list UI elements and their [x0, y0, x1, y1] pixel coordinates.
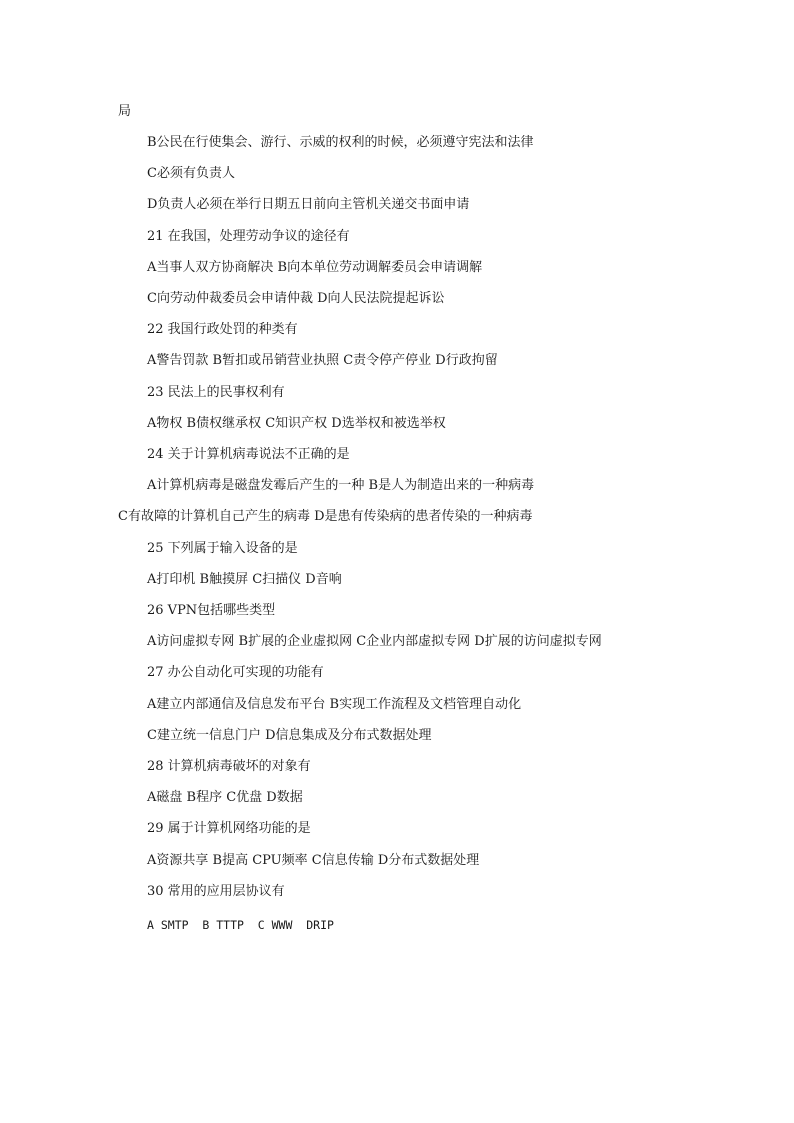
text-line: 局 — [118, 104, 132, 119]
question-heading: 22 我国行政处罚的种类有 — [147, 322, 298, 337]
answer-options: A计算机病毒是磁盘发霉后产生的一种 B是人为制造出来的一种病毒 — [147, 478, 535, 493]
question-heading: 29 属于计算机网络功能的是 — [147, 821, 311, 836]
question-heading: 26 VPN包括哪些类型 — [147, 603, 276, 618]
question-heading: 24 关于计算机病毒说法不正确的是 — [147, 447, 350, 462]
question-heading: 30 常用的应用层协议有 — [147, 884, 285, 899]
question-heading: 21 在我国，处理劳动争议的途径有 — [147, 229, 350, 244]
answer-options: C建立统一信息门户 D信息集成及分布式数据处理 — [147, 728, 432, 743]
answer-options: A建立内部通信及信息发布平台 B实现工作流程及文档管理自动化 — [147, 697, 522, 712]
question-heading: 23 民法上的民事权利有 — [147, 385, 285, 400]
answer-options: A磁盘 B程序 C优盘 D数据 — [147, 790, 303, 805]
text-line: B公民在行使集会、游行、示威的权利的时候，必须遵守宪法和法律 — [147, 135, 534, 150]
text-line: C必须有负责人 — [147, 166, 235, 181]
answer-options: A当事人双方协商解决 B向本单位劳动调解委员会申请调解 — [147, 260, 483, 275]
question-heading: 27 办公自动化可实现的功能有 — [147, 665, 324, 680]
answer-options: A物权 B债权继承权 C知识产权 D选举权和被选举权 — [147, 416, 446, 431]
answer-options: C有故障的计算机自己产生的病毒 D是患有传染病的患者传染的一种病毒 — [118, 509, 533, 524]
answer-options: A打印机 B触摸屏 C扫描仪 D音响 — [147, 572, 342, 587]
answer-options: C向劳动仲裁委员会申请仲裁 D向人民法院提起诉讼 — [147, 291, 445, 306]
text-line: D负责人必须在举行日期五日前向主管机关递交书面申请 — [147, 197, 470, 212]
answer-options: A警告罚款 B暂扣或吊销营业执照 C责令停产停业 D行政拘留 — [147, 353, 498, 368]
question-heading: 25 下列属于输入设备的是 — [147, 541, 298, 556]
answer-options: A访问虚拟专网 B扩展的企业虚拟网 C企业内部虚拟专网 D扩展的访问虚拟专网 — [147, 634, 602, 649]
question-heading: 28 计算机病毒破坏的对象有 — [147, 759, 311, 774]
answer-options: A SMTP B TTTP C WWW DRIP — [147, 918, 334, 932]
answer-options: A资源共享 B提高 CPU频率 C信息传输 D分布式数据处理 — [147, 853, 480, 868]
